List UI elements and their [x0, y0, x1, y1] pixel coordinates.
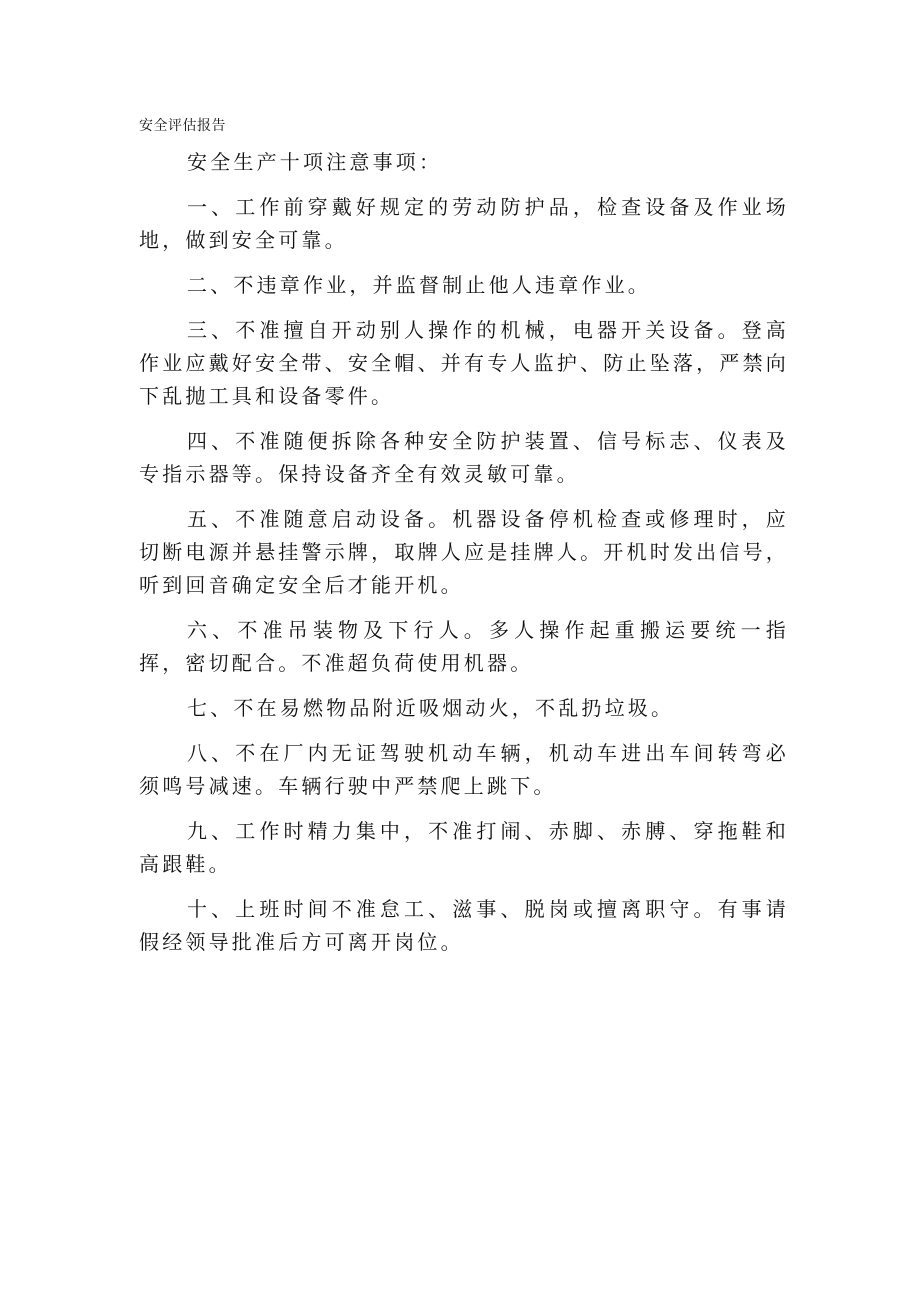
item-3: 三、不准擅自开动别人操作的机械，电器开关设备。登高作业应戴好安全带、安全帽、并有专人监护、防止坠落，严禁向下乱抛工具和设备零件。 — [139, 318, 789, 408]
item-2: 二、不违章作业，并监督制止他人违章作业。 — [187, 273, 651, 297]
page-header: 安全评估报告 — [139, 118, 226, 134]
item-7: 七、不在易燃物品附近吸烟动火，不乱扔垃圾。 — [187, 696, 675, 720]
item-1: 一、工作前穿戴好规定的劳动防护品，检查设备及作业场地，做到安全可靠。 — [139, 195, 789, 252]
item-5: 五、不准随意启动设备。机器设备停机检查或修理时，应切断电源并悬挂警示牌，取牌人应是挂牌人。开机时发出信号，听到回音确定安全后才能开机。 — [139, 507, 789, 597]
item-8: 八、不在厂内无证驾驶机动车辆，机动车进出车间转弯必须鸣号减速。车辆行驶中严禁爬上跳下。 — [139, 741, 789, 798]
item-9: 九、工作时精力集中，不准打闹、赤脚、赤膊、穿拖鞋和高跟鞋。 — [139, 819, 789, 876]
item-6: 六、不准吊装物及下行人。多人操作起重搬运要统一指挥，密切配合。不准超负荷使用机器。 — [139, 618, 789, 675]
item-10: 十、上班时间不准怠工、滋事、脱岗或擅离职守。有事请假经领导批准后方可离开岗位。 — [139, 897, 789, 954]
section-heading: 安全生产十项注意事项： — [187, 150, 443, 174]
document-body — [139, 146, 789, 971]
item-4: 四、不准随便拆除各种安全防护装置、信号标志、仪表及专指示器等。保持设备齐全有效灵敏可靠。 — [139, 429, 789, 486]
